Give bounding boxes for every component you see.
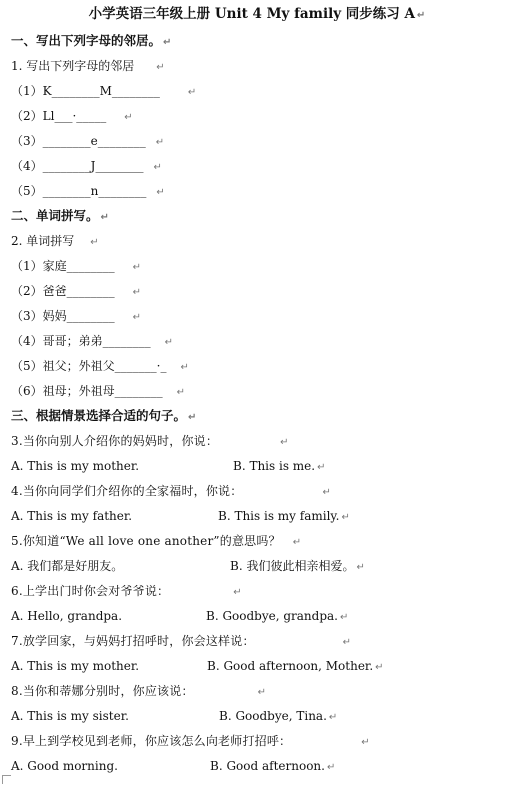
- option-b: B. This is me. ↵: [233, 459, 326, 473]
- section2-heading: 二、单词拼写。 ↵: [11, 208, 109, 223]
- section2-item: （3）妈妈________ ↵: [11, 309, 142, 323]
- return-mark-icon: ↵: [233, 587, 242, 598]
- return-mark-icon: ↵: [100, 212, 109, 223]
- return-mark-icon: ↵: [361, 737, 370, 748]
- section2-item: （4）哥哥；弟弟________ ↵: [11, 334, 174, 348]
- return-mark-icon: ↵: [180, 362, 189, 373]
- return-mark-icon: ↵: [156, 62, 165, 73]
- section2-item: （2）爸爸________ ↵: [11, 284, 142, 298]
- question-8: 8.当你和蒂娜分别时，你应该说： ↵: [11, 684, 267, 698]
- return-mark-icon: ↵: [416, 10, 426, 21]
- section1-subheading: 1. 写出下列字母的邻居 ↵: [11, 59, 165, 73]
- section2-item: （5）祖父；外祖父_______·_ ↵: [11, 359, 189, 373]
- section1-item: （4）________J________ ↵: [11, 159, 162, 173]
- question-9: 9.早上到学校见到老师，你应该怎么向老师打招呼： ↵: [11, 734, 370, 748]
- option-a: A. Good morning.: [11, 759, 118, 773]
- return-mark-icon: ↵: [340, 612, 349, 623]
- section1-item: （2）Ll___·_____ ↵: [11, 109, 133, 123]
- option-a: A. Hello, grandpa.: [11, 609, 123, 623]
- return-mark-icon: ↵: [326, 762, 336, 773]
- page-title: [0, 6, 514, 24]
- question-3: 3.当你向别人介绍你的妈妈时，你说： ↵: [11, 434, 289, 448]
- return-mark-icon: ↵: [356, 562, 365, 573]
- return-mark-icon: ↵: [187, 87, 197, 98]
- return-mark-icon: ↵: [375, 662, 384, 673]
- return-mark-icon: ↵: [342, 637, 352, 648]
- return-mark-icon: ↵: [132, 262, 142, 273]
- return-mark-icon: ↵: [124, 112, 133, 123]
- return-mark-icon: ↵: [163, 37, 172, 48]
- question-5: 5.你知道“We all love one another”的意思吗？ ↵: [11, 534, 302, 548]
- option-a: A. This is my sister.: [11, 709, 129, 723]
- section2-item: （6）祖母；外祖母________ ↵: [11, 384, 186, 398]
- option-a: A. 我们都是好朋友。: [11, 559, 124, 573]
- option-b: B. Goodbye, Tina. ↵: [219, 709, 338, 723]
- section1-item: （3）________e________ ↵: [11, 134, 165, 148]
- question-6: 6.上学出门时你会对爷爷说： ↵: [11, 584, 242, 598]
- option-a: A. This is my father.: [11, 509, 133, 523]
- section2-subheading: 2. 单词拼写 ↵: [11, 234, 99, 248]
- return-mark-icon: ↵: [188, 412, 197, 423]
- section1-heading: 一、写出下列字母的邻居。 ↵: [11, 33, 172, 48]
- return-mark-icon: ↵: [90, 237, 99, 248]
- option-b: B. 我们彼此相亲相爱。 ↵: [230, 559, 365, 573]
- return-mark-icon: ↵: [176, 387, 186, 398]
- option-b: B. Goodbye, grandpa. ↵: [206, 609, 349, 623]
- return-mark-icon: ↵: [317, 462, 326, 473]
- question-7: 7.放学回家，与妈妈打招呼时，你会这样说： ↵: [11, 634, 352, 648]
- return-mark-icon: ↵: [341, 512, 350, 523]
- option-b: B. Good afternoon. ↵: [210, 759, 336, 773]
- title-text: 小学英语三年级上册 Unit 4 My family 同步练习 A: [88, 6, 415, 22]
- option-b: B. This is my family. ↵: [218, 509, 350, 523]
- option-a: A. This is my mother.: [11, 459, 140, 473]
- return-mark-icon: ↵: [153, 162, 162, 173]
- return-mark-icon: ↵: [322, 487, 332, 498]
- section1-item: （5）________n________ ↵: [11, 184, 165, 198]
- option-a: A. This is my mother.: [11, 659, 140, 673]
- return-mark-icon: ↵: [257, 687, 267, 698]
- return-mark-icon: ↵: [164, 337, 174, 348]
- page-corner-mark: [2, 775, 11, 784]
- return-mark-icon: ↵: [132, 312, 142, 323]
- return-mark-icon: ↵: [328, 712, 338, 723]
- return-mark-icon: ↵: [292, 537, 302, 548]
- option-b: B. Good afternoon, Mother. ↵: [207, 659, 384, 673]
- return-mark-icon: ↵: [280, 437, 289, 448]
- section2-item: （1）家庭________ ↵: [11, 259, 142, 273]
- return-mark-icon: ↵: [156, 187, 165, 198]
- return-mark-icon: ↵: [132, 287, 142, 298]
- section1-item: （1）K________M________ ↵: [11, 84, 197, 98]
- question-4: 4.当你向同学们介绍你的全家福时，你说： ↵: [11, 484, 332, 498]
- section3-heading: 三、根据情景选择合适的句子。 ↵: [11, 408, 197, 423]
- return-mark-icon: ↵: [155, 137, 165, 148]
